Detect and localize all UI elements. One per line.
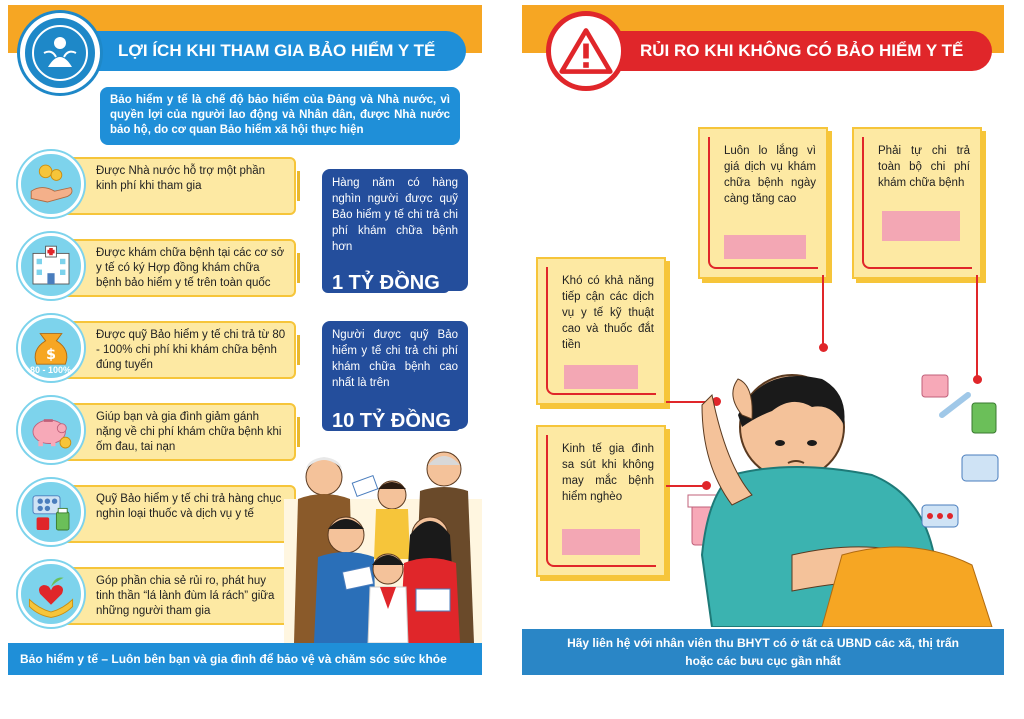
- benefits-title: LỢI ÍCH KHI THAM GIA BẢO HIỂM Y TẾ: [68, 31, 466, 71]
- benefit-item: [18, 479, 296, 545]
- worried-man-illustration: [672, 355, 1002, 627]
- stat-amount: 10 TỶ ĐỒNG: [322, 411, 461, 431]
- benefit-text: Quỹ Bảo hiểm y tế chi trả hàng chục nghìn loại thuốc và dịch vụ y tế: [58, 485, 296, 543]
- heart-hands-icon: [18, 561, 84, 627]
- piggy-bank-icon: [18, 397, 84, 463]
- svg-text:$: $: [45, 346, 57, 363]
- benefit-text: Giúp bạn và gia đình giảm gánh nặng về chi phí khám chữa bệnh khi ốm đau, tai nạn: [58, 403, 296, 461]
- footer-line-1: Hãy liên hệ với nhân viên thu BHYT có ở tất cả UBND các xã, thị trấn: [567, 636, 959, 650]
- medicine-icon: [18, 479, 84, 545]
- coins-hand-icon: [18, 151, 84, 217]
- risk-note: [852, 127, 982, 279]
- risk-text: Phải tự chi trả toàn bộ chi phí khám chữa bệnh: [878, 145, 970, 189]
- benefit-item: [18, 151, 296, 217]
- stat-text: Hàng năm có hàng nghìn người được quỹ Bảo hiểm y tế chi trả chi phí khám chữa bệnh hơn: [332, 177, 458, 253]
- risk-text: Kinh tế gia đình sa sút khi không may mắc bệnh hiểm nghèo: [562, 443, 654, 503]
- family-illustration: [284, 439, 482, 643]
- stat-amount: 1 TỶ ĐỒNG: [322, 273, 450, 293]
- pink-label: [562, 529, 640, 555]
- pink-label: [882, 211, 960, 241]
- benefits-footer: Bảo hiểm y tế – Luôn bên bạn và gia đình để bảo vệ và chăm sóc sức khỏe: [8, 643, 482, 675]
- risks-footer: [522, 629, 1004, 675]
- footer-line-2: hoặc các bưu cục gần nhất: [685, 654, 841, 668]
- benefits-panel: [8, 5, 482, 675]
- risks-title: RỦI RO KHI KHÔNG CÓ BẢO HIỂM Y TẾ: [592, 31, 992, 71]
- connector-dot: [819, 343, 828, 352]
- benefit-text: Được quỹ Bảo hiểm y tế chi trả từ 80 - 100% chi phí khi khám chữa bệnh đúng tuyến: [58, 321, 296, 379]
- stat-box: [322, 169, 468, 294]
- benefit-item: [18, 315, 296, 381]
- risks-panel: [522, 5, 1004, 675]
- risk-note: [536, 257, 666, 405]
- stat-box: [322, 321, 468, 432]
- stat-text: Người được quỹ Bảo hiểm y tế chi trả chi phí khám chữa bệnh cao nhất là trên: [332, 329, 458, 389]
- benefit-item: [18, 561, 296, 627]
- risk-text: Khó có khả năng tiếp cận các dịch vụ y tế kỹ thuật cao và thuốc đắt tiền: [562, 275, 654, 351]
- percent-badge: 80 - 100%: [30, 365, 72, 375]
- connector-line: [822, 275, 824, 347]
- risk-note: [536, 425, 666, 577]
- hospital-icon: [18, 233, 84, 299]
- pink-label: [724, 235, 806, 259]
- risk-note: [698, 127, 828, 279]
- pink-label: [564, 365, 638, 389]
- benefit-item: [18, 233, 296, 299]
- risk-text: Luôn lo lắng vì giá dịch vụ khám chữa bệnh ngày càng tăng cao: [724, 145, 816, 205]
- social-insurance-logo: [20, 13, 100, 93]
- intro-text: Bảo hiểm y tế là chế độ bảo hiểm của Đảng và Nhà nước, vì quyền lợi của người lao động và Nhân dân, được Nhà nước bảo hộ, do cơ quan Bảo hiểm xã hội thực hiện: [100, 87, 460, 145]
- benefit-text: Được khám chữa bệnh tại các cơ sở y tế có ký Hợp đồng khám chữa bệnh bảo hiểm y tế trên toàn quốc: [58, 239, 296, 297]
- benefit-text: Góp phần chia sẻ rủi ro, phát huy tinh thần “lá lành đùm lá rách” giữa những người tham gia: [58, 567, 296, 625]
- benefit-item: [18, 397, 296, 463]
- benefit-text: Được Nhà nước hỗ trợ một phần kinh phí khi tham gia: [58, 157, 296, 215]
- warning-icon: [546, 11, 626, 91]
